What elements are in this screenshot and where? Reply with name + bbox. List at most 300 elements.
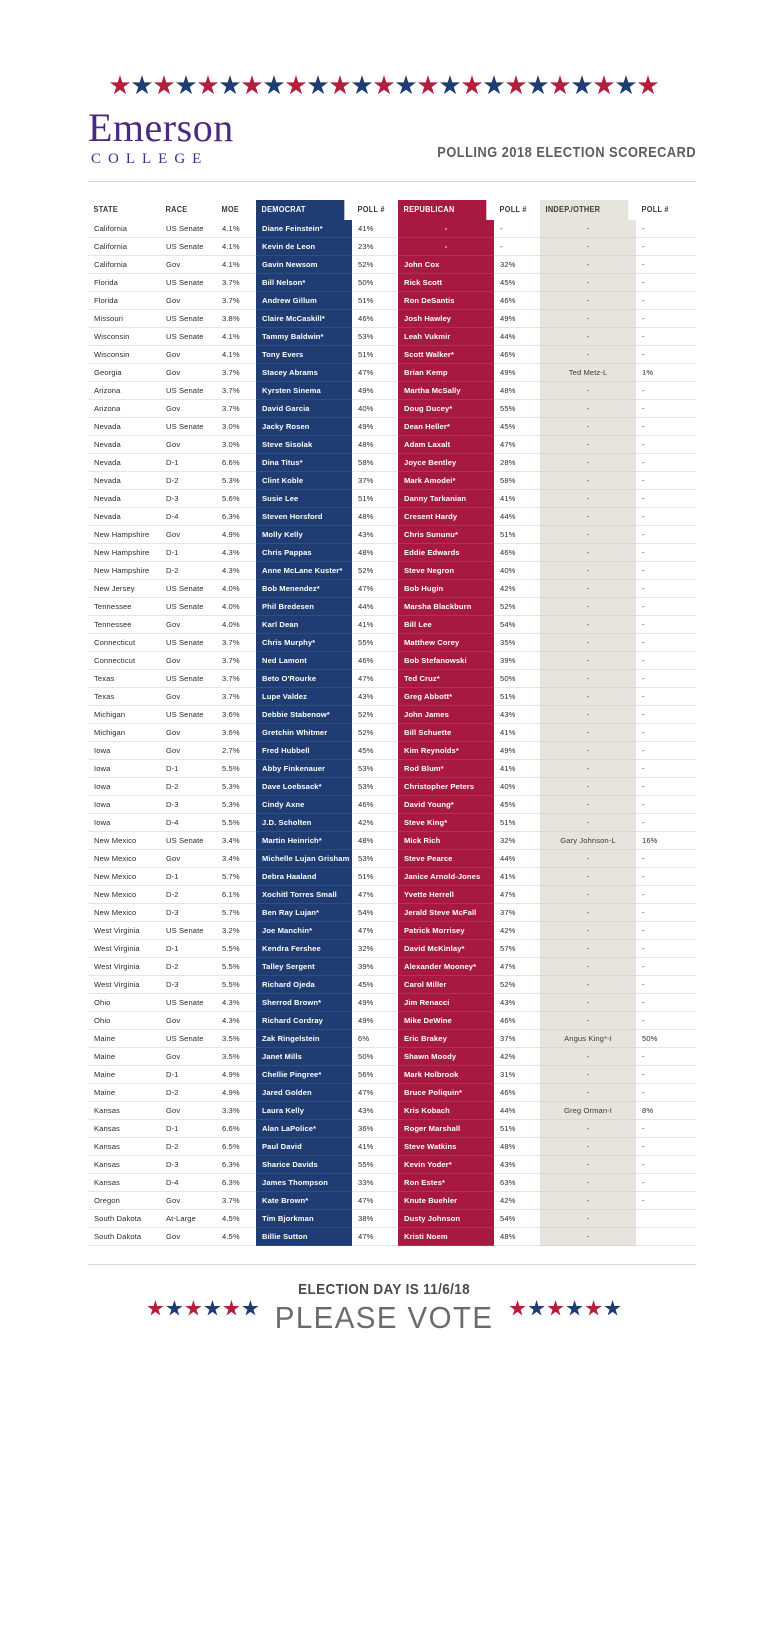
- row-democrat-poll: 41%: [352, 616, 398, 634]
- column-header-republican-poll: POLL #: [499, 205, 527, 214]
- row-republican: Alexander Mooney*: [398, 958, 494, 976]
- row-independent: -: [540, 652, 636, 670]
- row-state: Connecticut: [88, 634, 160, 652]
- star-icon: [484, 75, 505, 96]
- row-independent-poll: -: [636, 760, 696, 778]
- table-row: [88, 796, 696, 814]
- row-race: D-2: [160, 778, 216, 796]
- star-icon: [440, 75, 461, 96]
- table-row: [88, 490, 696, 508]
- column-header-independent-poll: POLL #: [641, 205, 669, 214]
- row-race: Gov: [160, 850, 216, 868]
- row-democrat-poll: 38%: [352, 1210, 398, 1228]
- row-democrat-poll: 43%: [352, 526, 398, 544]
- row-race: US Senate: [160, 580, 216, 598]
- row-republican: Jerald Steve McFall: [398, 904, 494, 922]
- row-republican: Eddie Edwards: [398, 544, 494, 562]
- star-icon: [204, 1300, 221, 1317]
- row-race: US Senate: [160, 382, 216, 400]
- row-race: Gov: [160, 526, 216, 544]
- row-moe: 5.3%: [216, 796, 256, 814]
- row-democrat-poll: 55%: [352, 1156, 398, 1174]
- row-democrat: Richard Cordray: [256, 1012, 352, 1030]
- row-moe: 4.3%: [216, 562, 256, 580]
- row-state: West Virginia: [88, 940, 160, 958]
- row-republican: Bob Stefanowski: [398, 652, 494, 670]
- column-header-democrat: DEMOCRAT: [256, 200, 344, 220]
- row-republican-poll: -: [494, 238, 540, 256]
- row-democrat-poll: 52%: [352, 256, 398, 274]
- row-democrat: Tammy Baldwin*: [256, 328, 352, 346]
- row-moe: 4.3%: [216, 544, 256, 562]
- table-row: [88, 436, 696, 454]
- row-state: California: [88, 238, 160, 256]
- row-democrat-poll: 43%: [352, 688, 398, 706]
- table-row: [88, 868, 696, 886]
- star-icon: [396, 75, 417, 96]
- row-moe: 4.9%: [216, 1066, 256, 1084]
- row-republican-poll: 32%: [494, 832, 540, 850]
- row-independent-poll: -: [636, 400, 696, 418]
- row-republican-poll: 32%: [494, 256, 540, 274]
- row-independent-poll: -: [636, 652, 696, 670]
- row-independent-poll: -: [636, 1120, 696, 1138]
- row-state: Nevada: [88, 436, 160, 454]
- row-race: US Senate: [160, 706, 216, 724]
- row-republican-poll: 45%: [494, 274, 540, 292]
- row-republican-poll: 44%: [494, 328, 540, 346]
- star-icon: [604, 1300, 621, 1317]
- row-moe: 3.7%: [216, 634, 256, 652]
- row-democrat: Chellie Pingree*: [256, 1066, 352, 1084]
- row-democrat-poll: 50%: [352, 274, 398, 292]
- row-moe: 4.3%: [216, 994, 256, 1012]
- row-moe: 6.1%: [216, 886, 256, 904]
- row-race: US Senate: [160, 418, 216, 436]
- row-democrat-poll: 46%: [352, 310, 398, 328]
- row-democrat: Kyrsten Sinema: [256, 382, 352, 400]
- row-independent: -: [540, 994, 636, 1012]
- row-democrat: Beto O'Rourke: [256, 670, 352, 688]
- row-democrat: Clint Koble: [256, 472, 352, 490]
- table-row: [88, 778, 696, 796]
- row-independent-poll: -: [636, 922, 696, 940]
- row-state: Ohio: [88, 1012, 160, 1030]
- row-independent-poll: -: [636, 778, 696, 796]
- table-row: [88, 526, 696, 544]
- row-republican-poll: 52%: [494, 598, 540, 616]
- row-race: US Senate: [160, 1030, 216, 1048]
- row-democrat: Martin Heinrich*: [256, 832, 352, 850]
- row-independent: -: [540, 670, 636, 688]
- star-icon: [242, 75, 263, 96]
- star-icon: [509, 1300, 526, 1317]
- row-independent: -: [540, 256, 636, 274]
- row-independent-poll: -: [636, 670, 696, 688]
- row-republican-poll: 55%: [494, 400, 540, 418]
- row-republican: Ted Cruz*: [398, 670, 494, 688]
- table-row: [88, 1120, 696, 1138]
- row-republican-poll: 41%: [494, 868, 540, 886]
- row-state: Connecticut: [88, 652, 160, 670]
- row-democrat: Billie Sutton: [256, 1228, 352, 1246]
- row-independent-poll: -: [636, 724, 696, 742]
- row-democrat: Kate Brown*: [256, 1192, 352, 1210]
- row-state: Michigan: [88, 724, 160, 742]
- row-race: Gov: [160, 346, 216, 364]
- star-icon: [176, 75, 197, 96]
- row-democrat: Cindy Axne: [256, 796, 352, 814]
- table-row: [88, 724, 696, 742]
- star-icon: [550, 75, 571, 96]
- row-republican: -: [398, 238, 494, 256]
- row-republican: Mick Rich: [398, 832, 494, 850]
- row-republican: Danny Tarkanian: [398, 490, 494, 508]
- row-democrat-poll: 46%: [352, 796, 398, 814]
- row-republican-poll: 51%: [494, 1120, 540, 1138]
- row-independent: -: [540, 724, 636, 742]
- row-democrat-poll: 42%: [352, 814, 398, 832]
- row-moe: 3.3%: [216, 1102, 256, 1120]
- row-democrat-poll: 6%: [352, 1030, 398, 1048]
- row-race: Gov: [160, 742, 216, 760]
- row-state: Tennessee: [88, 616, 160, 634]
- row-republican-poll: 49%: [494, 364, 540, 382]
- row-independent: -: [540, 976, 636, 994]
- row-moe: 5.3%: [216, 778, 256, 796]
- column-header-independent: INDEP./OTHER: [540, 200, 628, 220]
- table-row: [88, 382, 696, 400]
- row-state: New Mexico: [88, 850, 160, 868]
- row-independent-poll: -: [636, 904, 696, 922]
- row-independent-poll: 1%: [636, 364, 696, 382]
- row-race: D-3: [160, 490, 216, 508]
- row-moe: 3.4%: [216, 832, 256, 850]
- star-icon: [506, 75, 527, 96]
- row-independent-poll: -: [636, 1012, 696, 1030]
- row-state: Oregon: [88, 1192, 160, 1210]
- row-republican: Leah Vukmir: [398, 328, 494, 346]
- row-independent-poll: -: [636, 742, 696, 760]
- row-independent-poll: -: [636, 256, 696, 274]
- row-state: Ohio: [88, 994, 160, 1012]
- table-row: [88, 292, 696, 310]
- row-republican: Patrick Morrisey: [398, 922, 494, 940]
- row-race: US Senate: [160, 922, 216, 940]
- row-democrat: Tony Evers: [256, 346, 352, 364]
- row-republican-poll: 50%: [494, 670, 540, 688]
- row-republican: Mike DeWine: [398, 1012, 494, 1030]
- star-icon: [566, 1300, 583, 1317]
- table-row: [88, 616, 696, 634]
- row-republican-poll: 46%: [494, 1084, 540, 1102]
- row-race: Gov: [160, 724, 216, 742]
- table-row: [88, 904, 696, 922]
- row-independent: -: [540, 1228, 636, 1246]
- row-moe: 4.9%: [216, 526, 256, 544]
- row-republican-poll: 44%: [494, 508, 540, 526]
- row-democrat: Michelle Lujan Grisham: [256, 850, 352, 868]
- scorecard-table-wrap: [0, 182, 768, 1246]
- row-moe: 4.1%: [216, 220, 256, 238]
- row-democrat-poll: 48%: [352, 832, 398, 850]
- row-republican-poll: 46%: [494, 544, 540, 562]
- row-democrat: James Thompson: [256, 1174, 352, 1192]
- row-republican: Kristi Noem: [398, 1228, 494, 1246]
- row-republican-poll: 52%: [494, 976, 540, 994]
- row-democrat-poll: 52%: [352, 562, 398, 580]
- row-independent-poll: 8%: [636, 1102, 696, 1120]
- row-democrat-poll: 56%: [352, 1066, 398, 1084]
- row-state: Iowa: [88, 742, 160, 760]
- star-icon: [330, 75, 351, 96]
- row-republican-poll: 41%: [494, 490, 540, 508]
- row-moe: 3.5%: [216, 1030, 256, 1048]
- row-republican: John Cox: [398, 256, 494, 274]
- row-democrat-poll: 39%: [352, 958, 398, 976]
- row-moe: 6.6%: [216, 1120, 256, 1138]
- row-independent: -: [540, 490, 636, 508]
- row-democrat-poll: 49%: [352, 382, 398, 400]
- row-independent-poll: -: [636, 472, 696, 490]
- table-row: [88, 940, 696, 958]
- row-independent: -: [540, 598, 636, 616]
- row-race: US Senate: [160, 310, 216, 328]
- row-state: South Dakota: [88, 1228, 160, 1246]
- row-republican-poll: 43%: [494, 994, 540, 1012]
- table-row: [88, 706, 696, 724]
- row-state: Maine: [88, 1048, 160, 1066]
- row-democrat-poll: 51%: [352, 868, 398, 886]
- row-democrat: Ned Lamont: [256, 652, 352, 670]
- star-icon: [166, 1300, 183, 1317]
- row-moe: 3.2%: [216, 922, 256, 940]
- star-icon: [286, 75, 307, 96]
- row-republican: Adam Laxalt: [398, 436, 494, 454]
- row-race: D-1: [160, 544, 216, 562]
- row-race: US Senate: [160, 274, 216, 292]
- row-moe: 4.1%: [216, 256, 256, 274]
- row-moe: 5.7%: [216, 868, 256, 886]
- row-independent-poll: -: [636, 1156, 696, 1174]
- row-democrat: Gavin Newsom: [256, 256, 352, 274]
- row-state: Arizona: [88, 382, 160, 400]
- star-icon: [147, 1300, 164, 1317]
- table-row: [88, 832, 696, 850]
- star-icon: [528, 75, 549, 96]
- row-republican: Joyce Bentley: [398, 454, 494, 472]
- row-moe: 3.7%: [216, 652, 256, 670]
- table-row: [88, 1228, 696, 1246]
- row-republican: Martha McSally: [398, 382, 494, 400]
- row-independent: -: [540, 220, 636, 238]
- top-star-banner: [0, 0, 768, 96]
- row-democrat: Bob Menendez*: [256, 580, 352, 598]
- row-moe: 3.0%: [216, 418, 256, 436]
- table-row: [88, 1138, 696, 1156]
- row-republican-poll: 44%: [494, 850, 540, 868]
- row-republican-poll: 54%: [494, 616, 540, 634]
- row-democrat: Sharice Davids: [256, 1156, 352, 1174]
- row-race: D-3: [160, 1156, 216, 1174]
- row-republican: Janice Arnold-Jones: [398, 868, 494, 886]
- row-independent: -: [540, 382, 636, 400]
- row-republican-poll: 42%: [494, 1048, 540, 1066]
- row-moe: 3.7%: [216, 364, 256, 382]
- row-independent: -: [540, 508, 636, 526]
- row-independent-poll: -: [636, 616, 696, 634]
- row-independent-poll: -: [636, 598, 696, 616]
- row-state: Florida: [88, 274, 160, 292]
- row-republican: Josh Hawley: [398, 310, 494, 328]
- row-independent: -: [540, 346, 636, 364]
- row-moe: 4.1%: [216, 328, 256, 346]
- row-race: US Senate: [160, 670, 216, 688]
- row-race: Gov: [160, 688, 216, 706]
- row-republican-poll: 37%: [494, 904, 540, 922]
- row-republican-poll: 63%: [494, 1174, 540, 1192]
- row-moe: 6.5%: [216, 1138, 256, 1156]
- row-independent: Gary Johnson-L: [540, 832, 636, 850]
- row-democrat: Richard Ojeda: [256, 976, 352, 994]
- row-democrat: Abby Finkenauer: [256, 760, 352, 778]
- row-democrat: Zak Ringelstein: [256, 1030, 352, 1048]
- column-header-republican: REPUBLICAN: [398, 200, 486, 220]
- row-republican-poll: 42%: [494, 580, 540, 598]
- table-row: [88, 220, 696, 238]
- emerson-college-logo: [88, 105, 234, 167]
- row-race: D-4: [160, 1174, 216, 1192]
- row-republican: Jim Renacci: [398, 994, 494, 1012]
- row-democrat: Ben Ray Lujan*: [256, 904, 352, 922]
- row-republican: Bill Schuette: [398, 724, 494, 742]
- row-democrat-poll: 47%: [352, 1084, 398, 1102]
- row-race: Gov: [160, 436, 216, 454]
- row-democrat-poll: 49%: [352, 994, 398, 1012]
- star-icon: [223, 1300, 240, 1317]
- star-icon: [528, 1300, 545, 1317]
- row-moe: 3.8%: [216, 310, 256, 328]
- row-moe: 3.7%: [216, 400, 256, 418]
- row-democrat-poll: 41%: [352, 220, 398, 238]
- star-icon: [264, 75, 285, 96]
- row-republican-poll: 42%: [494, 922, 540, 940]
- table-row: [88, 328, 696, 346]
- row-democrat-poll: 45%: [352, 742, 398, 760]
- row-democrat-poll: 41%: [352, 1138, 398, 1156]
- column-header-state: STATE: [93, 205, 118, 214]
- row-independent-poll: -: [636, 454, 696, 472]
- row-independent-poll: -: [636, 508, 696, 526]
- row-republican: Christopher Peters: [398, 778, 494, 796]
- row-independent: -: [540, 1210, 636, 1228]
- row-race: Gov: [160, 1192, 216, 1210]
- row-democrat-poll: 58%: [352, 454, 398, 472]
- star-icon: [594, 75, 615, 96]
- row-republican-poll: 28%: [494, 454, 540, 472]
- table-row: [88, 1210, 696, 1228]
- row-democrat: Bill Nelson*: [256, 274, 352, 292]
- row-state: Wisconsin: [88, 346, 160, 364]
- row-democrat: Claire McCaskill*: [256, 310, 352, 328]
- row-democrat-poll: 47%: [352, 1228, 398, 1246]
- table-row: [88, 1174, 696, 1192]
- row-race: US Senate: [160, 994, 216, 1012]
- election-day-text: ELECTION DAY IS 11/6/18: [298, 1281, 470, 1298]
- table-row: [88, 256, 696, 274]
- row-republican: Kris Kobach: [398, 1102, 494, 1120]
- row-state: New Mexico: [88, 868, 160, 886]
- row-republican-poll: 46%: [494, 1012, 540, 1030]
- row-independent: -: [540, 850, 636, 868]
- row-republican: Mark Holbrook: [398, 1066, 494, 1084]
- row-independent: -: [540, 274, 636, 292]
- row-state: West Virginia: [88, 922, 160, 940]
- row-independent: -: [540, 292, 636, 310]
- row-independent-poll: -: [636, 490, 696, 508]
- row-republican-poll: 51%: [494, 814, 540, 832]
- row-independent-poll: -: [636, 436, 696, 454]
- row-independent-poll: -: [636, 796, 696, 814]
- row-state: Florida: [88, 292, 160, 310]
- row-independent-poll: -: [636, 688, 696, 706]
- star-icon: [616, 75, 637, 96]
- row-state: South Dakota: [88, 1210, 160, 1228]
- row-independent-poll: -: [636, 580, 696, 598]
- row-moe: 4.0%: [216, 580, 256, 598]
- footer-divider: [88, 1264, 696, 1265]
- row-state: New Hampshire: [88, 526, 160, 544]
- row-race: D-1: [160, 1120, 216, 1138]
- table-row: [88, 274, 696, 292]
- star-icon: [242, 1300, 259, 1317]
- row-democrat-poll: 53%: [352, 760, 398, 778]
- table-row: [88, 580, 696, 598]
- scorecard-table: [88, 200, 696, 1246]
- row-independent: -: [540, 742, 636, 760]
- row-independent-poll: -: [636, 814, 696, 832]
- row-independent: -: [540, 310, 636, 328]
- row-state: Nevada: [88, 418, 160, 436]
- row-race: US Senate: [160, 634, 216, 652]
- row-state: New Mexico: [88, 904, 160, 922]
- row-race: D-2: [160, 472, 216, 490]
- row-independent: -: [540, 544, 636, 562]
- row-state: Nevada: [88, 472, 160, 490]
- table-row: [88, 652, 696, 670]
- table-row: [88, 760, 696, 778]
- row-independent-poll: -: [636, 850, 696, 868]
- row-republican: Greg Abbott*: [398, 688, 494, 706]
- row-state: Iowa: [88, 814, 160, 832]
- row-state: New Hampshire: [88, 544, 160, 562]
- row-state: Arizona: [88, 400, 160, 418]
- row-republican-poll: 49%: [494, 310, 540, 328]
- row-race: US Senate: [160, 328, 216, 346]
- row-republican: Kim Reynolds*: [398, 742, 494, 760]
- table-row: [88, 346, 696, 364]
- row-independent-poll: [636, 1228, 696, 1246]
- table-row: [88, 1048, 696, 1066]
- row-independent-poll: -: [636, 220, 696, 238]
- row-independent: -: [540, 940, 636, 958]
- row-democrat-poll: 51%: [352, 346, 398, 364]
- row-republican-poll: 57%: [494, 940, 540, 958]
- row-democrat: Joe Manchin*: [256, 922, 352, 940]
- table-row: [88, 1156, 696, 1174]
- row-republican-poll: 31%: [494, 1066, 540, 1084]
- star-icon: [185, 1300, 202, 1317]
